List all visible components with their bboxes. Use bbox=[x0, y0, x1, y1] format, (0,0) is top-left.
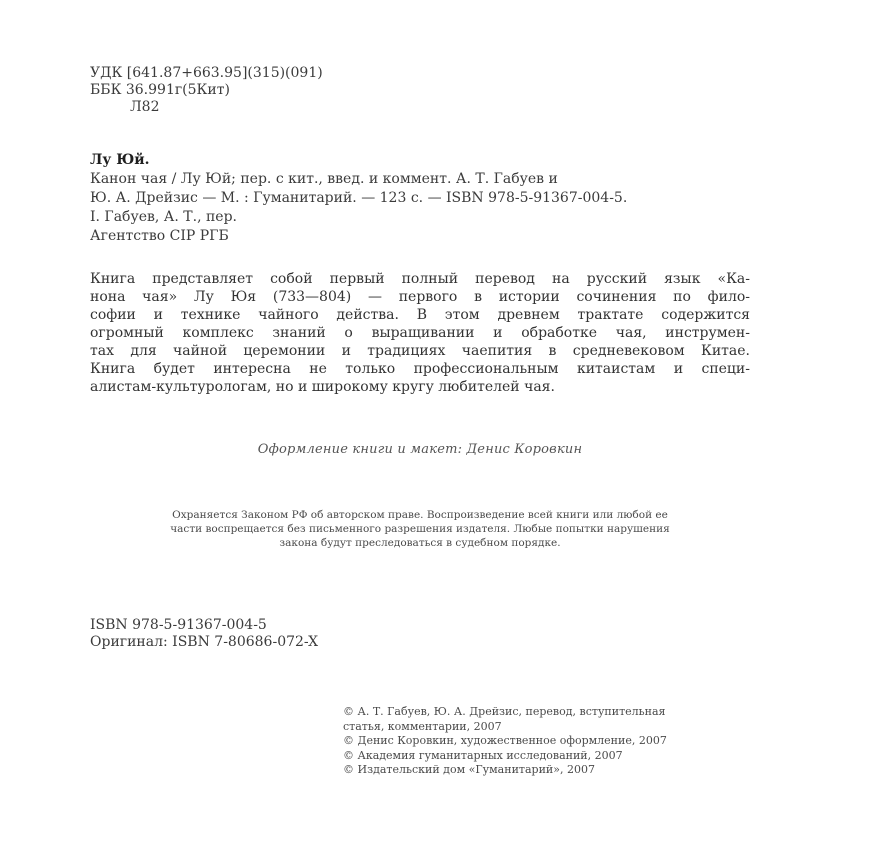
record-line: I. Габуев, А. Т., пер. bbox=[90, 209, 237, 225]
isbn-block bbox=[90, 617, 318, 651]
copyright-notices bbox=[343, 705, 667, 778]
isbn-original: Оригинал: ISBN 7-80686-072-X bbox=[90, 634, 319, 650]
warning-line: закона будут преследоваться в судебном порядке. bbox=[279, 537, 561, 549]
design-credit: Оформление книги и макет: Денис Коровкин bbox=[257, 442, 583, 457]
annotation-line: огромный комплекс знаний о выращивании и обработке чая, инструмен- bbox=[90, 325, 750, 341]
annotation-line: Книга будет интересна не только профессиональным китаистам и специ- bbox=[90, 361, 750, 377]
annotation-line: алистам-культурологам, но и широкому кругу любителей чая. bbox=[90, 379, 555, 395]
record-line: Агентство CIP РГБ bbox=[90, 228, 229, 244]
catalog-indices bbox=[90, 65, 323, 116]
author-mark: Л82 bbox=[130, 99, 160, 115]
annotation-line: Книга представляет собой первый полный перевод на русский язык «Ка- bbox=[90, 271, 750, 287]
annotation-paragraph bbox=[90, 270, 750, 396]
warning-line: Охраняется Законом РФ об авторском праве. Воспроизведение всей книги или любой ее bbox=[172, 509, 668, 521]
bbk-code: ББК 36.991г(5Кит) bbox=[90, 82, 230, 98]
copyright-line: © Академия гуманитарных исследований, 2007 bbox=[343, 748, 623, 762]
annotation-line: тах для чайной церемонии и традициях чаепития в средневековом Китае. bbox=[90, 343, 750, 359]
copyright-line: статья, комментарии, 2007 bbox=[343, 719, 502, 733]
copyright-warning bbox=[90, 508, 750, 550]
copyright-line: © Денис Коровкин, художественное оформление, 2007 bbox=[343, 734, 667, 747]
annotation-line: софии и технике чайного действа. В этом древнем трактате содержится bbox=[90, 307, 750, 323]
record-line: Ю. А. Дрейзис — М. : Гуманитарий. — 123 с. — ISBN 978-5-91367-004-5. bbox=[90, 190, 628, 206]
record-line: Канон чая / Лу Юй; пер. с кит., введ. и коммент. А. Т. Габуев и bbox=[90, 171, 558, 187]
copyright-line: © А. Т. Габуев, Ю. А. Дрейзис, перевод, вступительная bbox=[343, 705, 666, 718]
isbn-main: ISBN 978-5-91367-004-5 bbox=[90, 617, 267, 633]
udk-code: УДК [641.87+663.95](315)(091) bbox=[90, 65, 323, 81]
copyright-line: © Издательский дом «Гуманитарий», 2007 bbox=[343, 763, 595, 776]
warning-line: части воспрещается без письменного разрешения издателя. Любые попытки нарушения bbox=[170, 523, 670, 535]
bibliographic-record bbox=[90, 151, 627, 246]
record-author: Лу Юй. bbox=[90, 152, 150, 168]
annotation-line: нона чая» Лу Юя (733—804) — первого в истории сочинения по фило- bbox=[90, 289, 750, 305]
